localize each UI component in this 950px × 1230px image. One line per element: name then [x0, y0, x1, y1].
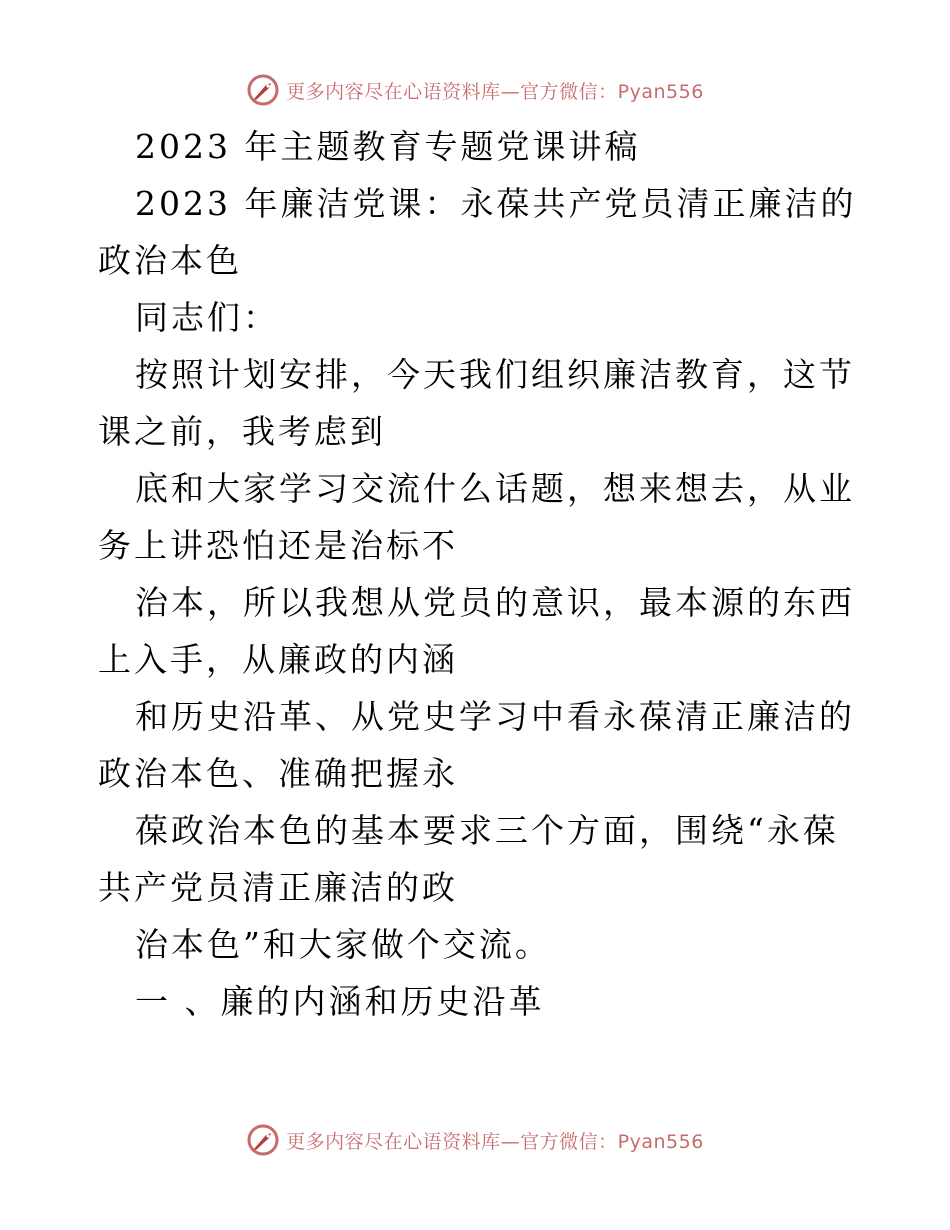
document-body — [98, 118, 858, 1030]
doc-subtitle: 2023 年廉洁党课：永葆共产党员清正廉洁的政治本色 — [98, 184, 857, 280]
body-paragraph: 葆政治本色的基本要求三个方面，围绕“永葆共产党员清正廉洁的政 — [98, 811, 839, 907]
watermark-text: 更多内容尽在心语资料库—官方微信：Pyan556 — [286, 1130, 704, 1153]
body-paragraph: 治本，所以我想从党员的意识，最本源的东西上入手，从廉政的内涵 — [98, 583, 855, 679]
header-watermark-banner — [0, 70, 950, 110]
pen-nib-logo-icon — [246, 73, 280, 107]
body-paragraph: 治本色”和大家做个交流。 — [135, 925, 551, 964]
body-paragraph: 底和大家学习交流什么话题，想来想去，从业务上讲恐怕还是治标不 — [98, 469, 855, 565]
doc-title: 2023 年主题教育专题党课讲稿 — [135, 127, 641, 166]
body-paragraph: 和历史沿革、从党史学习中看永葆清正廉洁的政治本色、准确把握永 — [98, 697, 855, 793]
pen-nib-logo-icon — [246, 1123, 280, 1157]
salutation: 同志们： — [135, 298, 279, 337]
section-heading: 一 、廉的内涵和历史沿革 — [135, 982, 545, 1021]
footer-watermark-banner — [0, 1120, 950, 1160]
watermark-text: 更多内容尽在心语资料库—官方微信：Pyan556 — [286, 80, 704, 103]
body-paragraph: 按照计划安排，今天我们组织廉洁教育，这节课之前，我考虑到 — [98, 355, 855, 451]
